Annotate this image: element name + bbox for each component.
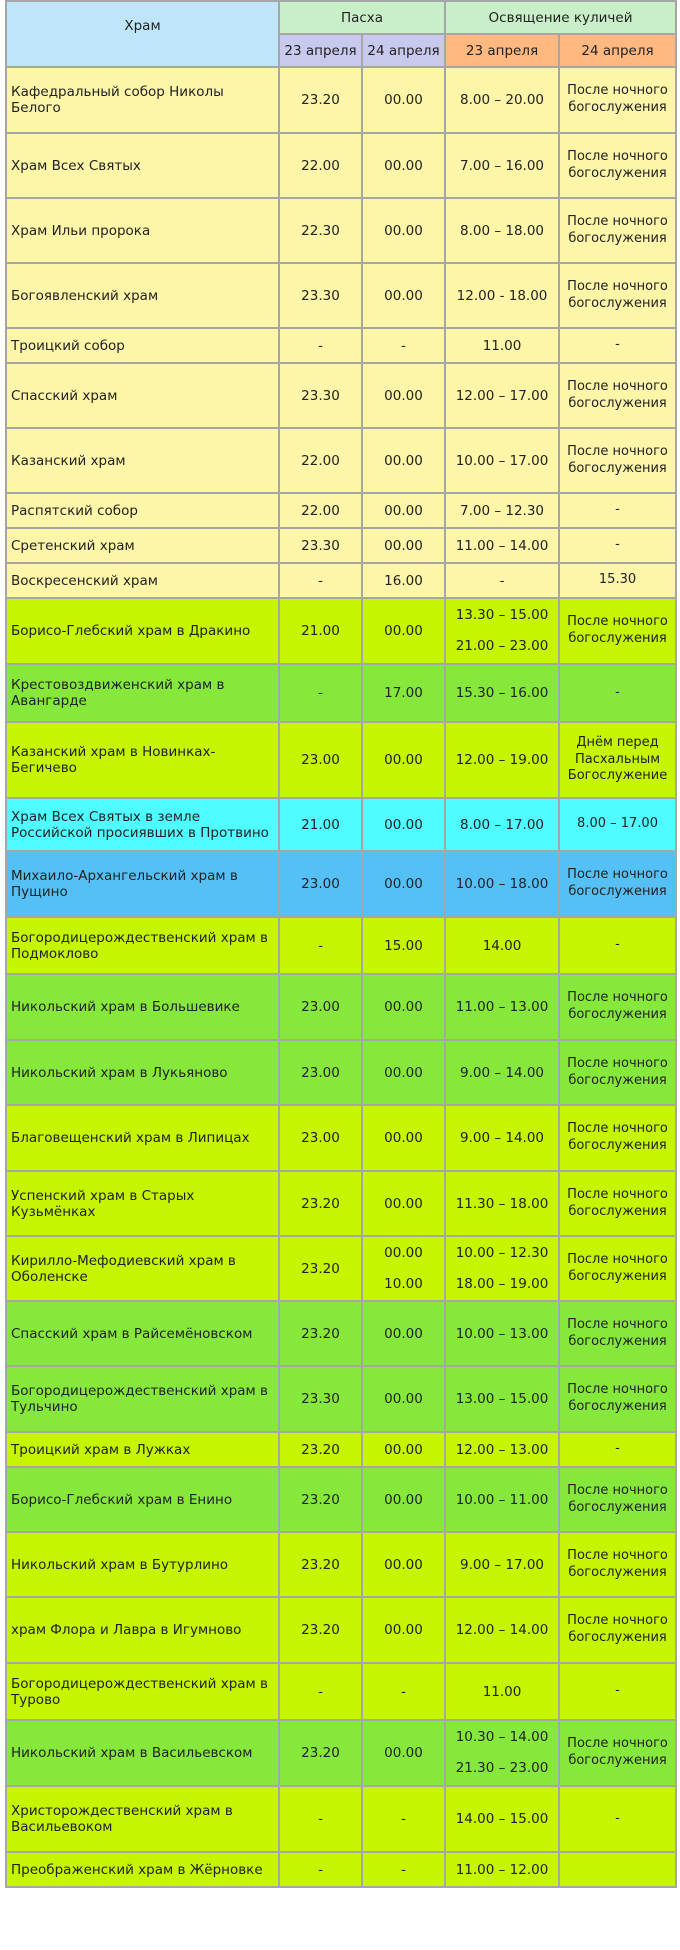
blessing-23-cell: 12.00 – 19.00 xyxy=(445,722,559,798)
pascha-24-cell: 00.00 xyxy=(362,1366,445,1432)
pascha-24-cell: 00.00 xyxy=(362,722,445,798)
header-pascha: Пасха xyxy=(279,1,445,34)
temple-name-cell: Храм Ильи пророка xyxy=(6,198,279,263)
pascha-23-cell: 23.00 xyxy=(279,974,362,1040)
blessing-23-cell: 9.00 – 14.00 xyxy=(445,1040,559,1105)
pascha-24-cell: 00.00 xyxy=(362,1597,445,1663)
temple-name-cell: Храм Всех Святых в земле Российской просиявших в Протвино xyxy=(6,798,279,851)
temple-name-cell: Троицкий собор xyxy=(6,328,279,363)
time-line: 00.00 xyxy=(384,1244,423,1261)
blessing-24-cell: 15.30 xyxy=(559,563,676,598)
blessing-23-cell: 15.30 – 16.00 xyxy=(445,664,559,722)
blessing-23-cell: 11.00 – 13.00 xyxy=(445,974,559,1040)
table-row xyxy=(6,798,676,851)
temple-name-cell: Сретенский храм xyxy=(6,528,279,563)
blessing-24-cell: - xyxy=(559,328,676,363)
table-row xyxy=(6,722,676,798)
table-row xyxy=(6,1432,676,1467)
table-row xyxy=(6,851,676,917)
table-row xyxy=(6,328,676,363)
blessing-24-cell: После ночного богослужения xyxy=(559,1532,676,1597)
pascha-23-cell: 23.20 xyxy=(279,1467,362,1532)
pascha-24-cell: 00.00 xyxy=(362,1467,445,1532)
table-row xyxy=(6,598,676,664)
pascha-24-cell: 00.00 xyxy=(362,598,445,664)
table-row xyxy=(6,1040,676,1105)
pascha-24-cell: 00.00 xyxy=(362,798,445,851)
pascha-24-cell: 00.00 xyxy=(362,974,445,1040)
blessing-24-cell: После ночного богослужения xyxy=(559,598,676,664)
schedule-table xyxy=(5,0,677,1888)
pascha-24-cell: 00.00 xyxy=(362,1532,445,1597)
temple-name-cell: Троицкий храм в Лужках xyxy=(6,1432,279,1467)
blessing-23-cell: 11.00 – 12.00 xyxy=(445,1852,559,1887)
table-row xyxy=(6,1532,676,1597)
blessing-23-cell: 8.00 – 20.00 xyxy=(445,67,559,133)
time-line: 18.00 – 19.00 xyxy=(455,1275,549,1292)
blessing-23-cell: 11.30 – 18.00 xyxy=(445,1171,559,1236)
blessing-24-cell: После ночного богослужения xyxy=(559,974,676,1040)
pascha-24-cell: 15.00 xyxy=(362,917,445,974)
blessing-24-cell: После ночного богослужения xyxy=(559,1720,676,1786)
blessing-23-cell: 12.00 - 18.00 xyxy=(445,263,559,328)
blessing-24-cell: - xyxy=(559,917,676,974)
table-row xyxy=(6,528,676,563)
pascha-23-cell: 23.20 xyxy=(279,1720,362,1786)
pascha-24-cell: 00.00 xyxy=(362,493,445,528)
blessing-24-cell: После ночного богослужения xyxy=(559,133,676,198)
blessing-23-cell: 10.00 – 13.00 xyxy=(445,1301,559,1366)
blessing-24-cell xyxy=(559,1852,676,1887)
table-row xyxy=(6,1597,676,1663)
table-row xyxy=(6,974,676,1040)
schedule-table-wrapper xyxy=(5,0,675,1888)
table-row xyxy=(6,363,676,428)
pascha-23-cell: - xyxy=(279,664,362,722)
table-row xyxy=(6,1366,676,1432)
header-temple: Храм xyxy=(6,1,279,67)
blessing-24-cell: После ночного богослужения xyxy=(559,1597,676,1663)
pascha-23-cell: 23.00 xyxy=(279,722,362,798)
blessing-23-cell: 12.00 – 14.00 xyxy=(445,1597,559,1663)
blessing-23-cell xyxy=(445,1236,559,1301)
pascha-24-cell: 17.00 xyxy=(362,664,445,722)
pascha-23-cell: 23.00 xyxy=(279,1040,362,1105)
blessing-24-cell: После ночного богослужения xyxy=(559,198,676,263)
header-blessing: Освящение куличей xyxy=(445,1,676,34)
blessing-23-cell: 10.00 – 11.00 xyxy=(445,1467,559,1532)
table-row xyxy=(6,917,676,974)
temple-name-cell: Михаило-Архангельский храм в Пущино xyxy=(6,851,279,917)
table-row xyxy=(6,1663,676,1720)
time-line: 10.00 xyxy=(384,1275,423,1292)
blessing-23-cell: 10.00 – 18.00 xyxy=(445,851,559,917)
blessing-23-cell: 7.00 – 12.30 xyxy=(445,493,559,528)
blessing-23-cell: 11.00 xyxy=(445,328,559,363)
blessing-24-cell: - xyxy=(559,493,676,528)
blessing-23-cell: - xyxy=(445,563,559,598)
temple-name-cell: Казанский храм xyxy=(6,428,279,493)
temple-name-cell: Борисо-Глебский храм в Енино xyxy=(6,1467,279,1532)
blessing-24-cell: После ночного богослужения xyxy=(559,1171,676,1236)
blessing-24-cell: После ночного богослужения xyxy=(559,1236,676,1301)
time-line: 10.00 – 12.30 xyxy=(455,1244,549,1261)
pascha-23-cell: - xyxy=(279,328,362,363)
pascha-23-cell: 23.20 xyxy=(279,1597,362,1663)
table-row xyxy=(6,1105,676,1171)
temple-name-cell: Богоявленский храм xyxy=(6,263,279,328)
time-line: 21.00 – 23.00 xyxy=(455,638,549,654)
blessing-24-cell: - xyxy=(559,1432,676,1467)
pascha-24-cell: 00.00 xyxy=(362,1040,445,1105)
table-row xyxy=(6,198,676,263)
table-row xyxy=(6,67,676,133)
temple-name-cell: Никольский храм в Лукьяново xyxy=(6,1040,279,1105)
temple-name-cell: Спасский храм xyxy=(6,363,279,428)
pascha-24-cell: 00.00 xyxy=(362,428,445,493)
pascha-24-cell: 00.00 xyxy=(362,528,445,563)
pascha-24-cell: 00.00 xyxy=(362,67,445,133)
table-row xyxy=(6,263,676,328)
pascha-23-cell: 23.20 xyxy=(279,1171,362,1236)
blessing-23-cell: 11.00 xyxy=(445,1663,559,1720)
pascha-23-cell: 23.30 xyxy=(279,1366,362,1432)
temple-name-cell: Богородицерождественский храм в Подмоклово xyxy=(6,917,279,974)
pascha-24-cell: 00.00 xyxy=(362,1301,445,1366)
pascha-23-cell: 23.20 xyxy=(279,1236,362,1301)
pascha-23-cell: 21.00 xyxy=(279,598,362,664)
blessing-24-cell: 8.00 – 17.00 xyxy=(559,798,676,851)
temple-name-cell: храм Флора и Лавра в Игумново xyxy=(6,1597,279,1663)
table-row xyxy=(6,1720,676,1786)
pascha-24-cell: - xyxy=(362,1663,445,1720)
pascha-23-cell: 23.30 xyxy=(279,528,362,563)
blessing-24-cell: - xyxy=(559,1786,676,1852)
pascha-23-cell: 23.00 xyxy=(279,851,362,917)
temple-name-cell: Кирилло-Мефодиевский храм в Оболенске xyxy=(6,1236,279,1301)
temple-name-cell: Никольский храм в Васильевском xyxy=(6,1720,279,1786)
blessing-23-cell: 7.00 – 16.00 xyxy=(445,133,559,198)
blessing-24-cell: - xyxy=(559,1663,676,1720)
temple-name-cell: Никольский храм в Большевике xyxy=(6,974,279,1040)
schedule-body xyxy=(6,67,676,1887)
pascha-23-cell: 23.00 xyxy=(279,1105,362,1171)
temple-name-cell: Успенский храм в Старых Кузьмёнках xyxy=(6,1171,279,1236)
blessing-24-cell: - xyxy=(559,528,676,563)
blessing-23-cell: 8.00 – 17.00 xyxy=(445,798,559,851)
pascha-23-cell: 23.20 xyxy=(279,1301,362,1366)
blessing-23-cell: 8.00 – 18.00 xyxy=(445,198,559,263)
blessing-24-cell: После ночного богослужения xyxy=(559,363,676,428)
pascha-23-cell: - xyxy=(279,917,362,974)
table-row xyxy=(6,1852,676,1887)
pascha-24-cell: 00.00 xyxy=(362,263,445,328)
pascha-24-cell: 00.00 xyxy=(362,363,445,428)
blessing-24-cell: После ночного богослужения xyxy=(559,1105,676,1171)
pascha-23-cell: 23.20 xyxy=(279,1432,362,1467)
pascha-24-cell: 00.00 xyxy=(362,133,445,198)
pascha-24-cell: 00.00 xyxy=(362,1432,445,1467)
table-row xyxy=(6,133,676,198)
pascha-24-cell: - xyxy=(362,1852,445,1887)
time-line: 21.30 – 23.00 xyxy=(455,1760,549,1776)
temple-name-cell: Христорождественский храм в Васильевоком xyxy=(6,1786,279,1852)
blessing-23-cell: 12.00 – 13.00 xyxy=(445,1432,559,1467)
pascha-24-cell: 00.00 xyxy=(362,198,445,263)
blessing-23-cell xyxy=(445,598,559,664)
blessing-23-cell: 12.00 – 17.00 xyxy=(445,363,559,428)
pascha-23-cell: 22.30 xyxy=(279,198,362,263)
temple-name-cell: Благовещенский храм в Липицах xyxy=(6,1105,279,1171)
pascha-24-cell: - xyxy=(362,1786,445,1852)
pascha-24-cell xyxy=(362,1236,445,1301)
blessing-24-cell: После ночного богослужения xyxy=(559,428,676,493)
temple-name-cell: Богородицерождественский храм в Турово xyxy=(6,1663,279,1720)
table-row xyxy=(6,1301,676,1366)
temple-name-cell: Преображенский храм в Жёрновке xyxy=(6,1852,279,1887)
pascha-23-cell: - xyxy=(279,1852,362,1887)
pascha-23-cell: 21.00 xyxy=(279,798,362,851)
table-row xyxy=(6,563,676,598)
blessing-24-cell: После ночного богослужения xyxy=(559,67,676,133)
pascha-23-cell: 23.30 xyxy=(279,263,362,328)
table-row xyxy=(6,1236,676,1301)
pascha-23-cell: 22.00 xyxy=(279,493,362,528)
table-row xyxy=(6,1786,676,1852)
temple-name-cell: Распятский собор xyxy=(6,493,279,528)
temple-name-cell: Спасский храм в Райсемёновском xyxy=(6,1301,279,1366)
blessing-24-cell: Днём перед Пасхальным Богослужение xyxy=(559,722,676,798)
header-blessing-date-1: 23 апреля xyxy=(445,34,559,67)
table-row xyxy=(6,664,676,722)
blessing-24-cell: После ночного богослужения xyxy=(559,1301,676,1366)
pascha-23-cell: 23.20 xyxy=(279,1532,362,1597)
temple-name-cell: Никольский храм в Бутурлино xyxy=(6,1532,279,1597)
pascha-24-cell: 16.00 xyxy=(362,563,445,598)
blessing-23-cell: 14.00 – 15.00 xyxy=(445,1786,559,1852)
table-row xyxy=(6,1171,676,1236)
time-line: 13.30 – 15.00 xyxy=(455,607,549,623)
blessing-23-cell: 9.00 – 17.00 xyxy=(445,1532,559,1597)
pascha-24-cell: 00.00 xyxy=(362,1105,445,1171)
temple-name-cell: Воскресенский храм xyxy=(6,563,279,598)
pascha-24-cell: 00.00 xyxy=(362,1171,445,1236)
temple-name-cell: Храм Всех Святых xyxy=(6,133,279,198)
pascha-23-cell: - xyxy=(279,563,362,598)
temple-name-cell: Богородицерождественский храм в Тульчино xyxy=(6,1366,279,1432)
blessing-24-cell: После ночного богослужения xyxy=(559,1040,676,1105)
table-row xyxy=(6,493,676,528)
header-blessing-date-2: 24 апреля xyxy=(559,34,676,67)
table-row xyxy=(6,1467,676,1532)
time-line: 10.30 – 14.00 xyxy=(455,1729,549,1745)
blessing-24-cell: - xyxy=(559,664,676,722)
blessing-23-cell xyxy=(445,1720,559,1786)
blessing-23-cell: 9.00 – 14.00 xyxy=(445,1105,559,1171)
header-pascha-date-1: 23 апреля xyxy=(279,34,362,67)
temple-name-cell: Казанский храм в Новинках-Бегичево xyxy=(6,722,279,798)
blessing-23-cell: 13.00 – 15.00 xyxy=(445,1366,559,1432)
blessing-23-cell: 11.00 – 14.00 xyxy=(445,528,559,563)
table-row xyxy=(6,428,676,493)
temple-name-cell: Крестовоздвиженский храм в Авангарде xyxy=(6,664,279,722)
blessing-24-cell: После ночного богослужения xyxy=(559,1467,676,1532)
pascha-23-cell: 22.00 xyxy=(279,133,362,198)
pascha-24-cell: - xyxy=(362,328,445,363)
temple-name-cell: Борисо-Глебский храм в Дракино xyxy=(6,598,279,664)
pascha-23-cell: 23.30 xyxy=(279,363,362,428)
pascha-23-cell: 23.20 xyxy=(279,67,362,133)
pascha-24-cell: 00.00 xyxy=(362,851,445,917)
blessing-24-cell: После ночного богослужения xyxy=(559,1366,676,1432)
blessing-24-cell: После ночного богослужения xyxy=(559,263,676,328)
blessing-23-cell: 14.00 xyxy=(445,917,559,974)
blessing-23-cell: 10.00 – 17.00 xyxy=(445,428,559,493)
pascha-23-cell: - xyxy=(279,1663,362,1720)
temple-name-cell: Кафедральный собор Николы Белого xyxy=(6,67,279,133)
blessing-24-cell: После ночного богослужения xyxy=(559,851,676,917)
pascha-23-cell: 22.00 xyxy=(279,428,362,493)
pascha-24-cell: 00.00 xyxy=(362,1720,445,1786)
header-pascha-date-2: 24 апреля xyxy=(362,34,445,67)
pascha-23-cell: - xyxy=(279,1786,362,1852)
